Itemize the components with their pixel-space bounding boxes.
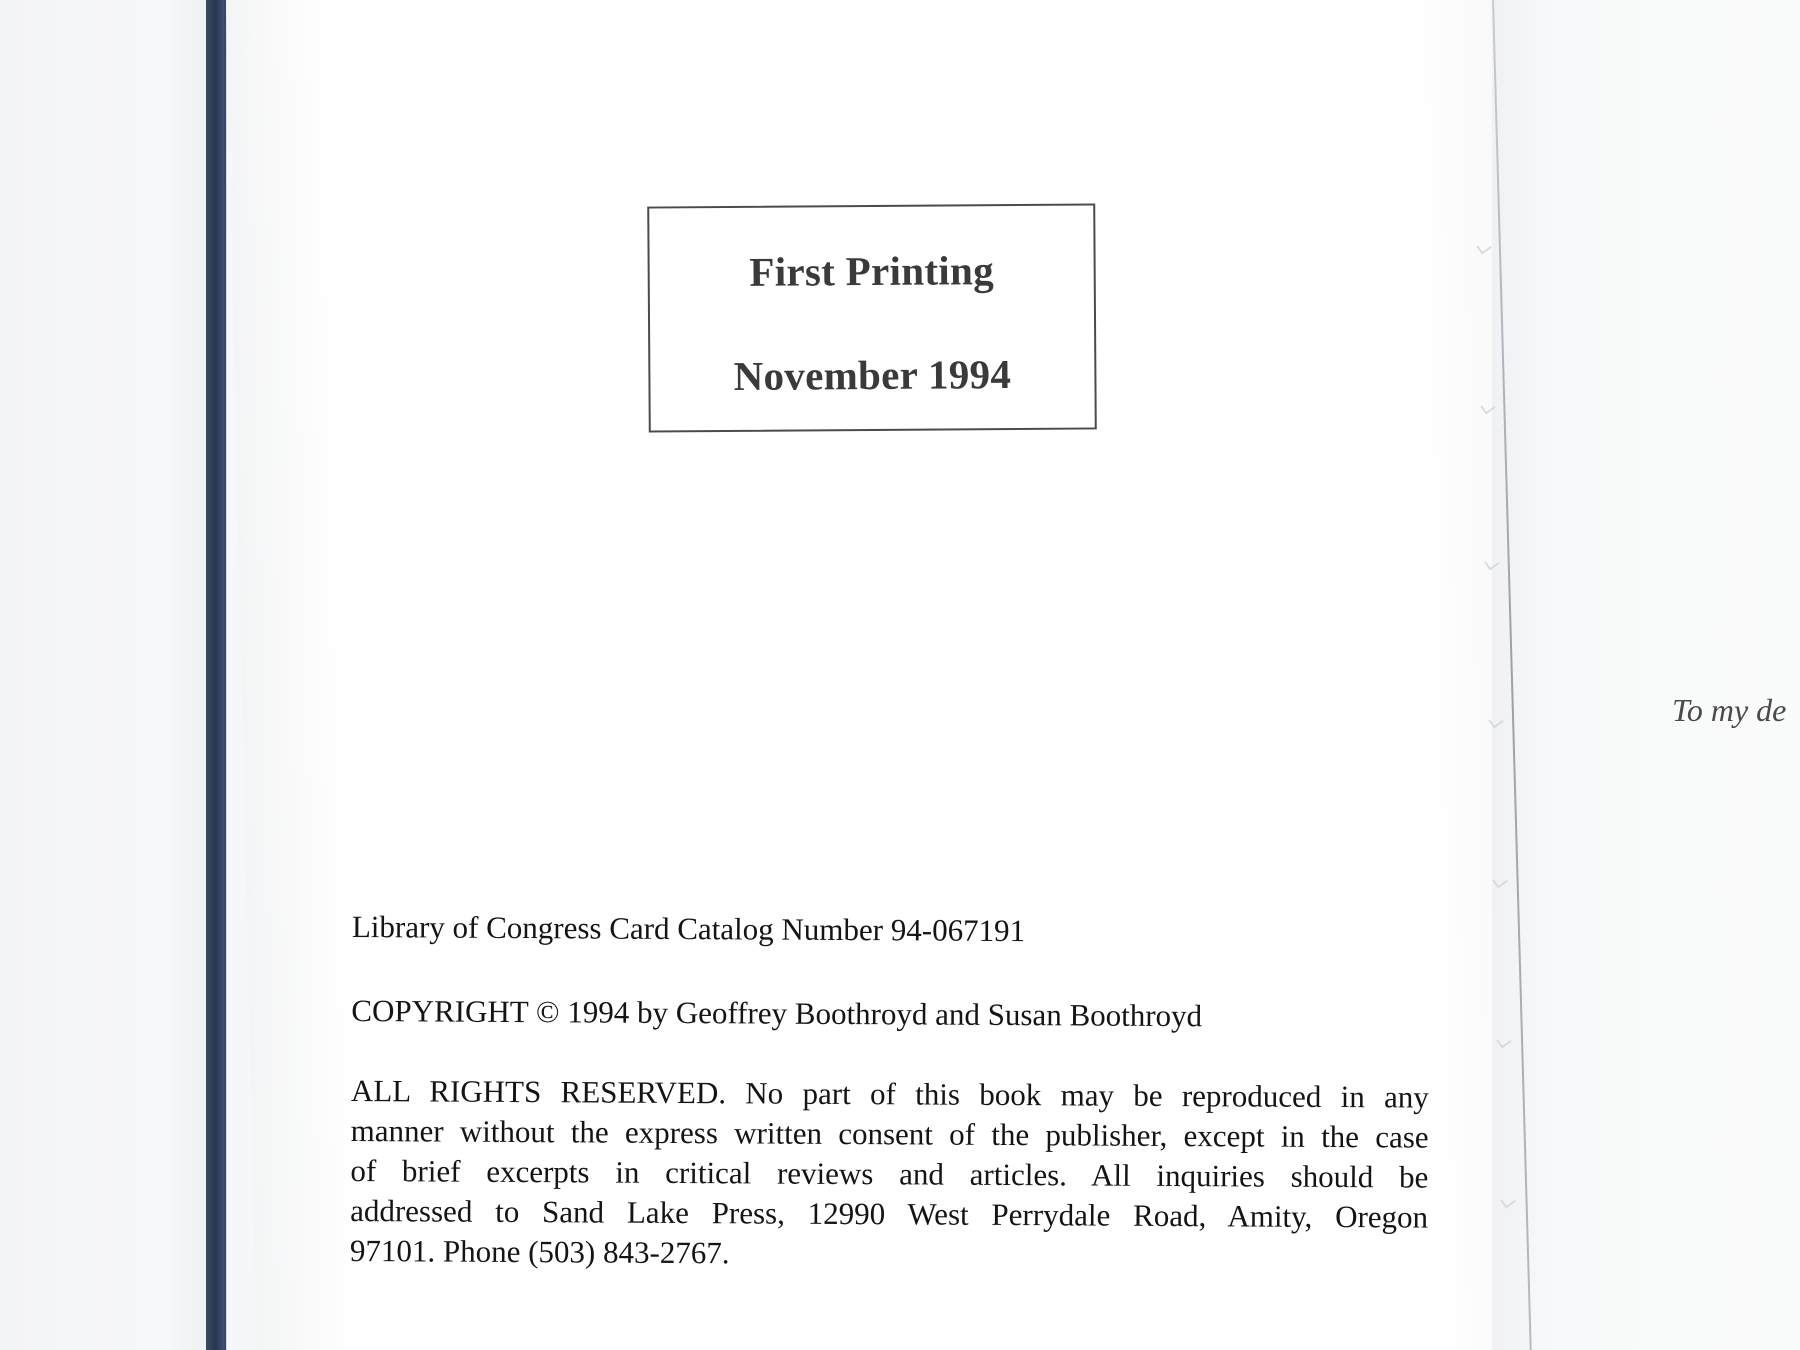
copyright-line: COPYRIGHT © 1994 by Geoffrey Boothroyd and Susan Boothroyd: [351, 992, 1203, 1034]
rights-line: ALL RIGHTS RESERVED. No part of this book may be reproduced in any: [350, 1072, 1429, 1115]
rights-line: of brief excerpts in critical reviews and articles. All inquiries should be: [350, 1152, 1429, 1195]
printing-notice-box: [647, 203, 1097, 432]
rights-line: 97101. Phone (503) 843-2767.: [349, 1232, 730, 1271]
printing-line-first: First Printing: [749, 247, 995, 295]
rights-line: manner without the express written consent of the publisher, except in the case: [350, 1112, 1429, 1155]
left-endpaper: [0, 0, 208, 1350]
rights-line: addressed to Sand Lake Press, 12990 West Perrydale Road, Amity, Oregon: [350, 1192, 1429, 1235]
facing-page: [1492, 0, 1800, 1350]
rights-reserved-paragraph: [350, 1072, 1429, 1279]
dedication-fragment: To my de: [1672, 692, 1787, 728]
printing-line-date: November 1994: [733, 351, 1012, 399]
cloth-spine-edge: [206, 0, 226, 1350]
catalog-number-line: Library of Congress Card Catalog Number 94-067191: [351, 909, 1026, 949]
